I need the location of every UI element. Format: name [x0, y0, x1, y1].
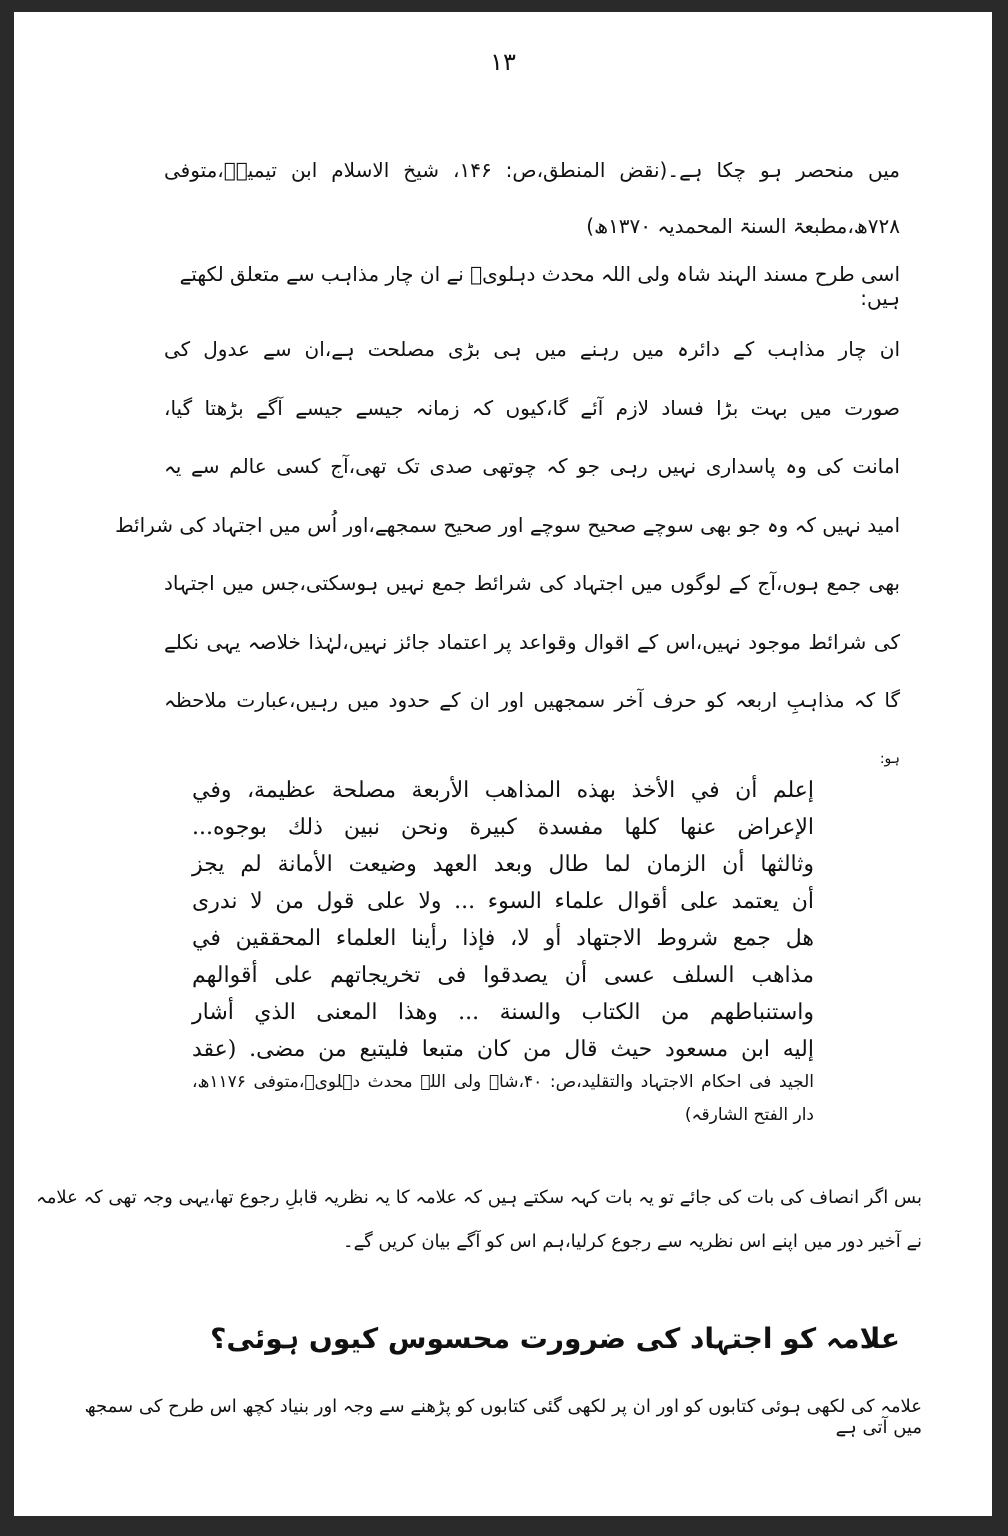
section-text: علامہ کی لکھی ہوئی کتابوں کو اور ان پر لکھی گئی کتابوں کو پڑھنے سے وجہ اور بنیاد کچھ اس طرح کی سمجھ میں آتی ہے [84, 1396, 922, 1438]
arabic-line: إعلم أن في الأخذ بهذه المذاهب الأربعة مصلحة عظيمة، وفي [192, 778, 814, 803]
closing-paragraph [36, 1176, 922, 1264]
text-line: گا کہ مذاہبِ اربعہ کو حرف آخر سمجھیں اور ان کے حدود میں رہیں،عبارت ملاحظہ [164, 688, 900, 712]
arabic-line: أن يعتمد على أقوال علماء السوء ... ولا على قول من لا ندرى [192, 889, 814, 914]
text-line: امید نہیں کہ وہ جو بھی سوچے صحیح سوچے اور صحیح سمجھے،اور اُس میں اجتہاد کی شرائط [115, 512, 900, 537]
text-line: صورت میں بہت بڑا فساد لازم آئے گا،کیوں کہ زمانہ جیسے جیسے آگے بڑھتا گیا، [164, 395, 900, 420]
book-page [14, 12, 992, 1516]
citation [192, 1066, 814, 1132]
text-line: میں منحصر ہو چکا ہے۔(نقض المنطق،ص: ۱۴۶، شیخ الاسلام ابن تیمیہؒ،متوفی [164, 158, 900, 182]
arabic-line: إليه ابن مسعود حيث قال من كان متبعا فليتبع من مضى. (عقد [192, 1037, 814, 1062]
citation-line: دار الفتح الشارقہ) [684, 1105, 814, 1125]
intro-line: اسی طرح مسند الہند شاہ ولی اللہ محدث دہلویؒ نے ان چار مذاہب سے متعلق لکھتے ہیں: [179, 262, 900, 310]
arabic-line: مذاهب السلف عسى أن يصدقوا فى تخريجاتهم على أقوالهم [192, 963, 814, 988]
text-line: کی شرائط موجود نہیں،اس کے اقوال وقواعد پر اعتماد جائز نہیں،لہٰذا خلاصہ یہی نکلے [164, 629, 900, 654]
arabic-line: هل جمع شروط الاجتهاد أو لا، فإذا رأينا العلماء المحققين في [192, 926, 814, 951]
top-reference [164, 142, 900, 254]
arabic-quote [192, 772, 814, 1068]
arabic-line: وثالثها أن الزمان لما طال وبعد العهد وضيعت الأمانة لم يجز [192, 852, 815, 877]
text-line: بھی جمع ہوں،آج کے لوگوں میں اجتہاد کی شرائط جمع نہیں ہوسکتی،جس میں اجتہاد [164, 571, 900, 595]
text-line: بس اگر انصاف کی بات کی جائے تو یہ بات کہہ سکتے ہیں کہ علامہ کا یہ نظریہ قابلِ رجوع تھا،یہی وجہ تھی کہ علامہ [36, 1187, 922, 1208]
text-line: نے آخیر دور میں اپنے اس نظریہ سے رجوع کرلیا،ہم اس کو آگے بیان کریں گے۔ [343, 1231, 922, 1252]
text-line: ہو: [879, 750, 900, 767]
urdu-quote [115, 320, 900, 788]
arabic-line: واستنباطهم من الكتاب والسنة ... وهذا المعنى الذي أشار [192, 1000, 814, 1025]
text-line: ان چار مذاہب کے دائرہ میں رہنے میں ہی بڑی مصلحت ہے،ان سے عدول کی [164, 337, 900, 361]
citation-line: الجید فی احکام الاجتہاد والتقلید،ص: ۴۰،شاہ ولی اللہ محدث دہلویؒ،متوفی ۱۱۷۶ھ، [192, 1072, 814, 1092]
page-number: ۱۳ [490, 48, 516, 76]
section-heading: علامہ کو اجتہاد کی ضرورت محسوس کیوں ہوئی؟ [210, 1322, 900, 1355]
text-line: ۷۲۸ھ،مطبعۃ السنۃ المحمدیہ ۱۳۷۰ھ) [586, 214, 900, 238]
arabic-line: الإعراض عنها كلها مفسدة كبيرة ونحن نبين ذلك بوجوه... [192, 815, 814, 840]
text-line: امانت کی وہ پاسداری نہیں رہی جو کہ چوتھی صدی تک تھی،آج کسی عالم سے یہ [164, 454, 900, 478]
